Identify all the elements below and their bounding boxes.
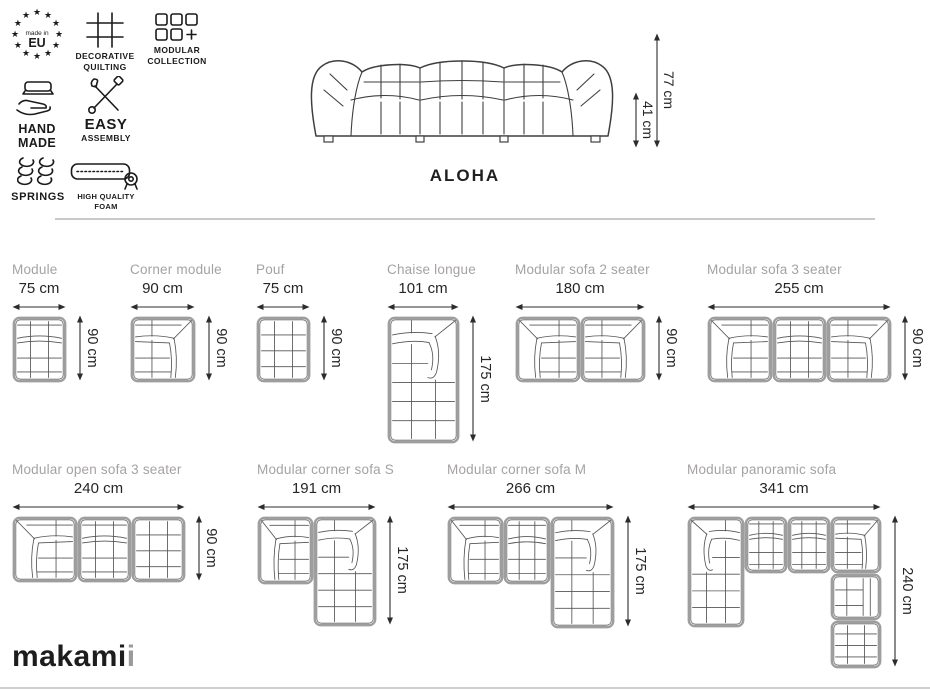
eu-star: ★ [52, 40, 61, 50]
badge-springs [10, 152, 66, 203]
top-view-drawing [706, 315, 893, 384]
eu-star: ★ [21, 48, 31, 59]
top-view-drawing [255, 315, 312, 384]
top-view-drawing [386, 315, 461, 445]
dimension-arrow [257, 502, 376, 512]
depth-dimension-label: 240 cm [899, 567, 915, 615]
width-dimension-label: 75 cm [262, 280, 304, 297]
dimension-arrow [447, 502, 614, 512]
width-dimension-label: 255 cm [774, 280, 824, 297]
foam-icon [70, 160, 142, 190]
overall-height-label: 77 cm [661, 70, 677, 110]
product-name: Modular sofa 2 seater [515, 262, 650, 277]
seat-height-label: 41 cm [640, 100, 656, 140]
top-view-drawing [129, 315, 197, 384]
badge-easy-assembly: EASY ASSEMBLY [74, 76, 138, 143]
hand-made-icon [13, 78, 61, 118]
product-name: Modular corner sofa S [257, 462, 395, 477]
eu-star: ★ [21, 9, 31, 20]
product-name: Modular sofa 3 seater [707, 262, 842, 277]
width-dimension-label: 75 cm [18, 280, 60, 297]
eu-text: EU [28, 36, 46, 50]
badge-label: HAND [18, 122, 56, 136]
top-view-drawing [686, 515, 883, 670]
eu-star: ★ [54, 29, 64, 39]
product-name: Chaise longue [387, 262, 476, 277]
dimension-arrow [130, 302, 195, 312]
width-dimension-label: 180 cm [555, 280, 605, 297]
badge-made-in-eu [8, 8, 66, 64]
product-name: Module [12, 262, 58, 277]
badge-decorative-quilting: DECORATIVE QUILTING [74, 12, 136, 73]
product-name: Pouf [256, 262, 285, 277]
product-name: Corner module [130, 262, 222, 277]
depth-dimension-label: 90 cm [663, 328, 679, 368]
springs-icon [17, 152, 59, 188]
dimension-arrow [12, 302, 66, 312]
dimension-arrow [687, 502, 881, 512]
badge-hand-made: HAND MADE [10, 78, 64, 151]
product-title: ALOHA [429, 166, 501, 185]
bottom-border [0, 687, 930, 689]
depth-dimension-label: 90 cm [84, 328, 100, 368]
badge-high-quality-foam: HIGH QUALITY FOAM [68, 160, 144, 212]
quilting-icon [85, 12, 125, 48]
width-dimension-label: 101 cm [398, 280, 448, 297]
eu-star: ★ [43, 9, 53, 20]
depth-dimension-label: 90 cm [328, 328, 344, 368]
product-name: Modular panoramic sofa [687, 462, 837, 477]
dimension-arrow [515, 302, 645, 312]
eu-star: ★ [43, 48, 53, 59]
brand-logo [12, 640, 136, 674]
badge-modular-collection: MODULAR COLLECTION [144, 12, 210, 67]
eu-star: ★ [32, 51, 42, 61]
badge-label: HIGH QUALITY [77, 192, 135, 201]
top-view-drawing [11, 515, 187, 584]
width-dimension-label: 191 cm [291, 480, 342, 497]
eu-star: ★ [52, 18, 61, 28]
eu-star: ★ [13, 40, 22, 50]
product-name: Modular corner sofa M [447, 462, 587, 477]
dimension-arrow [707, 302, 891, 312]
dimension-arrow [12, 502, 185, 512]
logo-accent: i [126, 640, 136, 673]
sofa-front-illustration [302, 30, 622, 148]
eu-star: ★ [32, 8, 42, 17]
depth-dimension-label: 175 cm [394, 546, 410, 594]
made-in-text: made in [25, 30, 49, 37]
dimension-arrow [387, 302, 459, 312]
badge-label: DECORATIVE [75, 51, 135, 61]
depth-dimension-label: 175 cm [477, 354, 493, 403]
eu-star: ★ [13, 18, 22, 28]
easy-assembly-icon [86, 76, 126, 114]
badge-label: SPRINGS [11, 191, 65, 203]
top-view-drawing [446, 515, 616, 630]
width-dimension-label: 90 cm [142, 280, 183, 297]
top-view-drawing [11, 315, 68, 384]
top-view-drawing [256, 515, 378, 628]
top-divider [55, 218, 875, 220]
width-dimension-label: 266 cm [505, 480, 556, 497]
width-dimension-label: 240 cm [73, 480, 124, 497]
depth-dimension-label: 90 cm [203, 528, 219, 568]
depth-dimension-label: 175 cm [632, 547, 648, 595]
badge-label: MODULAR [153, 45, 201, 55]
badge-label: EASY [84, 116, 128, 133]
logo-main: makami [12, 640, 127, 673]
top-view-drawing [514, 315, 647, 384]
depth-dimension-label: 90 cm [909, 328, 925, 368]
eu-star: ★ [10, 29, 20, 39]
width-dimension-label: 341 cm [759, 480, 809, 497]
product-name: Modular open sofa 3 seater [12, 462, 182, 477]
dimension-arrow [256, 302, 310, 312]
eu-stars-icon [9, 8, 65, 64]
modular-collection-icon [154, 12, 200, 42]
depth-dimension-label: 90 cm [213, 328, 229, 368]
